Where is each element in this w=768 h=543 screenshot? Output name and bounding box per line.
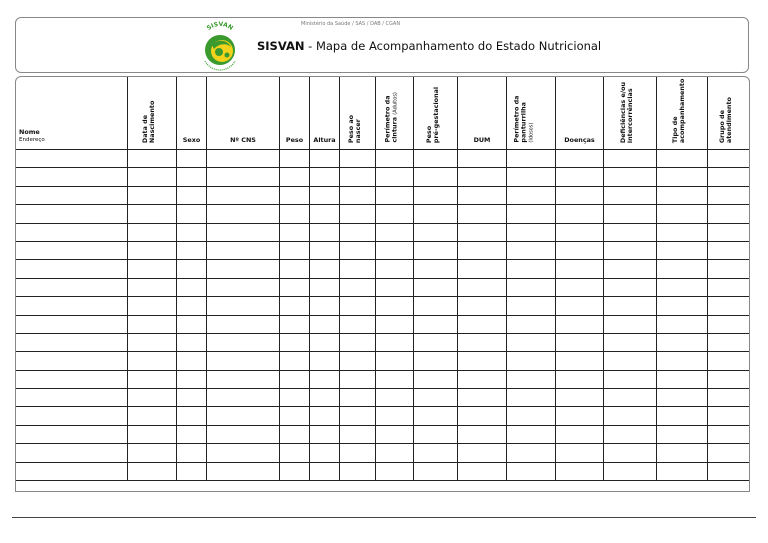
col-cns: Nº CNS — [207, 77, 280, 150]
footer-divider — [12, 517, 756, 518]
table-row — [16, 407, 751, 425]
col-sexo: Sexo — [177, 77, 207, 150]
table-row — [16, 333, 751, 351]
table-row — [16, 278, 751, 296]
col-nome — [16, 77, 128, 150]
col-peso: Peso — [280, 77, 310, 150]
table-row — [16, 352, 751, 370]
table-row — [16, 186, 751, 204]
col-perimetro-panturrilha: Perímetro da panturrilha (Idosos) — [507, 77, 556, 150]
col-perimetro-cintura: Perímetro da cintura (Adultos) — [376, 77, 414, 150]
page-title-rest: - Mapa de Acompanhamento do Estado Nutricional — [304, 39, 602, 53]
col-peso-nascer: Peso ao nascer — [340, 77, 376, 150]
col-data-nascimento: Data de Nascimento — [128, 77, 177, 150]
sisvan-logo — [197, 21, 243, 73]
tracking-table — [15, 76, 750, 492]
table-row — [16, 241, 751, 259]
table-row — [16, 444, 751, 462]
table-row — [16, 425, 751, 443]
table-body — [16, 150, 751, 481]
table-row — [16, 168, 751, 186]
logo-arc-text: SISVAN — [205, 21, 235, 32]
page-title — [257, 39, 601, 53]
col-nome-label: Nome — [19, 127, 40, 136]
table-row — [16, 205, 751, 223]
table-row — [16, 260, 751, 278]
table-row — [16, 315, 751, 333]
table-header-row — [16, 77, 751, 150]
col-doencas: Doenças — [556, 77, 604, 150]
col-dum: DUM — [458, 77, 507, 150]
table-row — [16, 389, 751, 407]
ministry-label: Ministério da Saúde / SAS / DAB / CGAN — [301, 21, 401, 27]
col-deficiencias: Deficiências e/ou intercorrências — [604, 77, 657, 150]
col-endereco-label: Endereço — [19, 137, 45, 144]
table-row — [16, 297, 751, 315]
col-altura: Altura — [310, 77, 340, 150]
table-row — [16, 462, 751, 480]
tracking-grid — [15, 76, 750, 481]
page-title-strong: SISVAN — [257, 39, 305, 53]
table-row — [16, 370, 751, 388]
col-peso-pre-gestacional: Peso pré-gestacional — [414, 77, 458, 150]
col-tipo-acompanhamento: Tipo de acompanhamento — [657, 77, 708, 150]
table-row — [16, 150, 751, 168]
table-row — [16, 223, 751, 241]
col-grupo-atendimento: Grupo de atendimento — [708, 77, 751, 150]
